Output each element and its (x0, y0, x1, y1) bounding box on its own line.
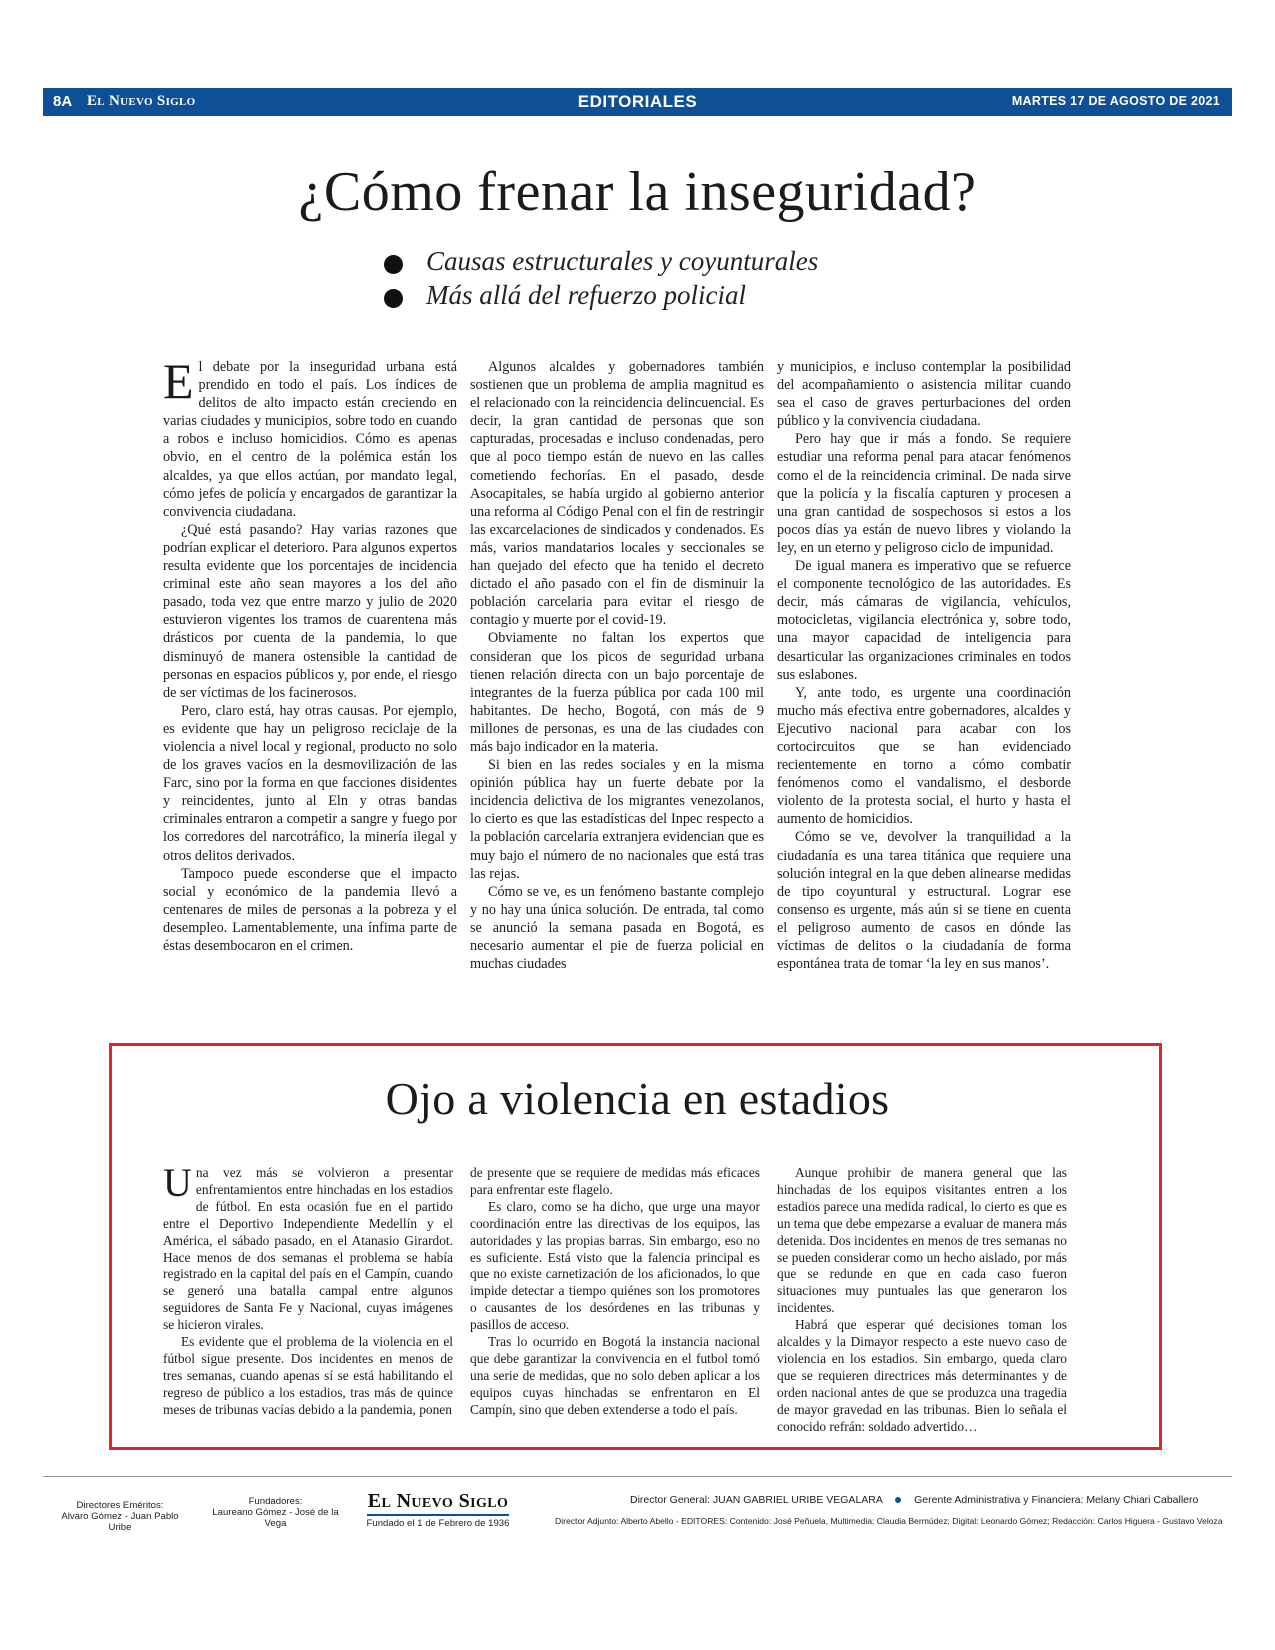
article-paragraph: Si bien en las redes sociales y en la misma opinión pública hay un fuerte debate por la incidencia delictiva de los migrantes venezolanos, lo cierto es que las estadísticas del Inpec respecto a la población carcelaria extranjera evidencian que es muy bajo el número de no nacionales que está tras las rejas. (470, 757, 764, 882)
second-article-column-3 (777, 1165, 1067, 1436)
bullet-dot-icon (384, 289, 403, 308)
emeritus-label: Directores Eméritos: (76, 1500, 164, 1511)
drop-cap: E (163, 353, 194, 409)
article-column-1 (163, 353, 457, 955)
second-article-column-1 (163, 1160, 453, 1419)
article-paragraph: Pero, claro está, hay otras causas. Por ejemplo, es evidente que hay un peligroso reciclaje de la violencia a nivel local y regional, producto no solo de los graves vacíos en la desmovilización de las Farc, sino por la forma en que facciones disidentes y reincidentes, junto al Eln y otras bandas criminales entraron a competir a sangre y fuego por los corredores del narcotráfico, la minería ilegal y otros delitos derivados. (163, 702, 457, 864)
subheadline-text: Más allá del refuerzo policial (426, 280, 746, 310)
article-paragraph: Pero hay que ir más a fondo. Se requiere estudiar una reforma penal para atacar fenómenos como el de la reincidencia criminal. De nada sirve que la policía y la fiscalía capturen y procesen a una gran cantidad de sospechosos si estos a los pocos días ya están de nuevo libres y violando la ley, en un eterno y peligroso ciclo de impunidad. (777, 431, 1071, 556)
article-paragraph: Cómo se ve, es un fenómeno bastante complejo y no hay una única solución. De entrada, tal como se anunció la semana pasada en Bogotá, es necesario aumentar el pie de fuerza policial en muchas ciudades (470, 883, 764, 973)
masthead-small: El Nuevo Siglo (87, 93, 196, 109)
second-article-column-2 (470, 1165, 760, 1419)
founders-label: Fundadores: (248, 1496, 303, 1507)
manager-label: Gerente Administrativa y Financiera: (914, 1494, 1084, 1506)
page-number: 8A (53, 93, 73, 110)
article-paragraph: Es claro, como se ha dicho, que urge una mayor coordinación entre las directivas de los equipos, las autoridades y las propias barras. Sin embargo, eso no es suficiente. Está visto que la falencia principal es que no existe carnetización de los aficionados, lo que impide detectar a tiempo quiénes son los promotores o causantes de los desórdenes en las tribunas y pasillos de acceso. (470, 1198, 760, 1333)
article-paragraph: Habrá que esperar qué decisiones toman los alcaldes y la Dimayor respecto a este nuevo caso de violencia en los estadios. Sin embargo, queda claro que se requieren directrices más determinantes y de orden nacional antes de que se produzca una tragedia de mayor gravedad en las tribunas. Bien lo señala el conocido refrán: soldado advertido… (777, 1317, 1067, 1434)
founders (203, 1496, 348, 1529)
article-paragraph (163, 353, 457, 521)
section-title: EDITORIALES (577, 92, 698, 111)
director-label: Director General: (630, 1494, 710, 1506)
second-editorial-headline: Ojo a violencia en estadios (385, 1073, 890, 1124)
article-column-3 (777, 358, 1071, 973)
subheadline-text: Causas estructurales y coyunturales (426, 246, 819, 276)
paragraph-text: l debate por la inseguridad urbana está prendido en todo el país. Los índices de delitos de alto impacto están creciendo en varias ciudades y municipios, sobre todo en cuando a robos e incluso homicidios. Cómo es apenas obvio, en el centro de la polémica están los alcaldes, ya que ellos actúan, por mandato legal, cómo jefes de policía y encargados de garantizar la convivencia ciudadana. (163, 359, 457, 520)
article-paragraph: Tampoco puede esconderse que el impacto social y económico de la pandemia llevó a centenares de miles de personas a la pobreza y el desempleo. Lamentablemente, una ínfima parte de éstas desembocaron en el crimen. (163, 865, 457, 954)
article-column-2 (470, 358, 764, 973)
drop-cap: U (163, 1160, 192, 1205)
separator-dot-icon (895, 1497, 901, 1503)
paragraph-text: na vez más se volvieron a presentar enfrentamientos entre hinchadas en los estadios de fútbol. En esta ocasión fue en el partido entre el Deportivo Independiente Medellín y el América, el sábado pasado, en el Atanasio Girardot. Hace menos de dos semanas el problema se había registrado en la capital del país en el Campín, cuando se generó una batalla campal entre algunos seguidores de Santa Fe y Nacional, cuyas imágenes se hicieron virales. (163, 1165, 453, 1333)
article-paragraph: Es evidente que el problema de la violencia en el fútbol sigue presente. Dos incidentes en menos de tres semanas, cuando apenas sí se está habilitando el regreso de público a los estadios, tras más de quince meses de tribunas vacías debido a la pandemia, ponen (163, 1334, 453, 1417)
editors-credits: Director Adjunto: Alberto Abello - EDITORES: Contenido: José Peñuela, Multimedia: Claudia Bermúdez; Digital: Leonardo Gómez; Redacción: Carlos Higuera - Gustavo Veloza (555, 1516, 1223, 1526)
footer-divider (43, 1476, 1232, 1477)
manager-name: Melany Chiari Caballero (1086, 1494, 1199, 1506)
emeritus-names: Alvaro Gómez - Juan Pablo Uribe (61, 1511, 179, 1533)
section-header-band (43, 88, 1232, 116)
article-paragraph: y municipios, e incluso contemplar la posibilidad del acompañamiento o asistencia militar cuando sea el caso de graves perturbaciones del orden público y la convivencia ciudadana. (777, 359, 1071, 430)
article-paragraph: Y, ante todo, es urgente una coordinación mucho más efectiva entre gobernadores, alcaldes y Ejecutivo nacional para acabar con los cortocircuitos que se han evidenciado recientemente en torno a cómo combatir fenómenos como el vandalismo, el desborde violento de la protesta social, el hurto y hasta el aumento de homicidios. (777, 684, 1071, 828)
issue-date: MARTES 17 DE AGOSTO DE 2021 (1011, 94, 1220, 108)
director-name: JUAN GABRIEL URIBE VEGALARA (712, 1494, 883, 1506)
article-paragraph: Aunque prohibir de manera general que las hinchadas de los equipos visitantes entren a los estadios parece una medida radical, lo cierto es que es un tema que debe empezarse a evaluar de manera más detenida. Dos incidentes en menos de tres semanas no se pueden considerar como un hecho aislado, por más que se redunde en que en cada caso fueron situaciones muy puntuales las que generaron los incidentes. (777, 1165, 1067, 1316)
editorial-headline: ¿Cómo frenar la inseguridad? (298, 161, 977, 223)
article-paragraph: Cómo se ve, devolver la tranquilidad a la ciudadanía es una tarea titánica que requiere una solución integral en la que deben alinearse medidas de tipo coyuntural y estructural. Lograr ese consenso es urgente, más aún si se tiene en cuenta el peligroso aumento de casos en dónde las víctimas de delitos o la ciudadanía de forma espontánea trata de tomar ‘la ley en sus manos’. (777, 829, 1071, 973)
founders-names: Laureano Gómez - José de la Vega (212, 1507, 339, 1529)
article-paragraph (163, 1160, 453, 1334)
management-credits (630, 1494, 1198, 1506)
article-paragraph: De igual manera es imperativo que se refuerce el componente tecnológico de las autoridades. Es decir, más cámaras de vigilancia, vehículos, motocicletas, vigilancia electrónica y, sobre todo, una mayor capacidad de inteligencia para desarticular las organizaciones criminales en todos sus eslabones. (777, 558, 1071, 683)
footer-logo-block (363, 1490, 513, 1529)
article-paragraph: Tras lo ocurrido en Bogotá la instancia nacional que debe garantizar la convivencia en el futbol tomó una serie de medidas, que no solo deben aplicar a los equipos cuyas hinchadas se enfrentaron en El Campín, sino que deben extenderse a todo el país. (470, 1334, 760, 1417)
logo-underline (367, 1514, 509, 1516)
article-paragraph: Obviamente no faltan los expertos que consideran que los picos de seguridad urbana tienen relación directa con un bajo porcentaje de integrantes de la fuerza pública por cada 100 mil habitantes. De hecho, Bogotá, con más de 9 millones de personas, es una de las ciudades con más bajo indicador en la materia. (470, 630, 764, 755)
article-paragraph: Algunos alcaldes y gobernadores también sostienen que un problema de amplia magnitud es el relacionado con la reincidencia delincuencial. Es decir, la gran cantidad de personas que son capturadas, procesadas e incluso condenadas, pero que al poco tiempo están de nuevo en las calles cometiendo fechorías. En el pasado, desde Asocapitales, se había urgido al gobierno anterior una reforma al Código Penal con el fin de restringir las excarcelaciones de sindicados y condenados. Es más, varios mandatarios locales y seccionales se han quejado del efecto que ha tenido el decreto dictado el año pasado con el fin de disminuir la población carcelaria para evitar el riesgo de contagio y muerte por el covid-19. (470, 359, 764, 629)
article-paragraph: ¿Qué está pasando? Hay varias razones que podrían explicar el deterioro. Para algunos expertos resulta evidente que los porcentajes de incidencia criminal este año sean mayores a los del año pasado, toda vez que entre marzo y julio de 2020 estuvieron vigentes los tramos de cuarentena más drásticos por cuenta de la pandemia, lo que disminuyó de manera ostensible la cantidad de personas en espacios públicos y, por ende, el riesgo de ser víctimas de los facinerosos. (163, 521, 457, 701)
article-paragraph: de presente que se requiere de medidas más eficaces para enfrentar este flagelo. (470, 1165, 760, 1197)
founded-date: Fundado el 1 de Febrero de 1936 (366, 1518, 510, 1529)
bullet-dot-icon (384, 255, 403, 274)
emeritus-directors (50, 1500, 190, 1533)
newspaper-logo: El Nuevo Siglo (367, 1490, 509, 1512)
